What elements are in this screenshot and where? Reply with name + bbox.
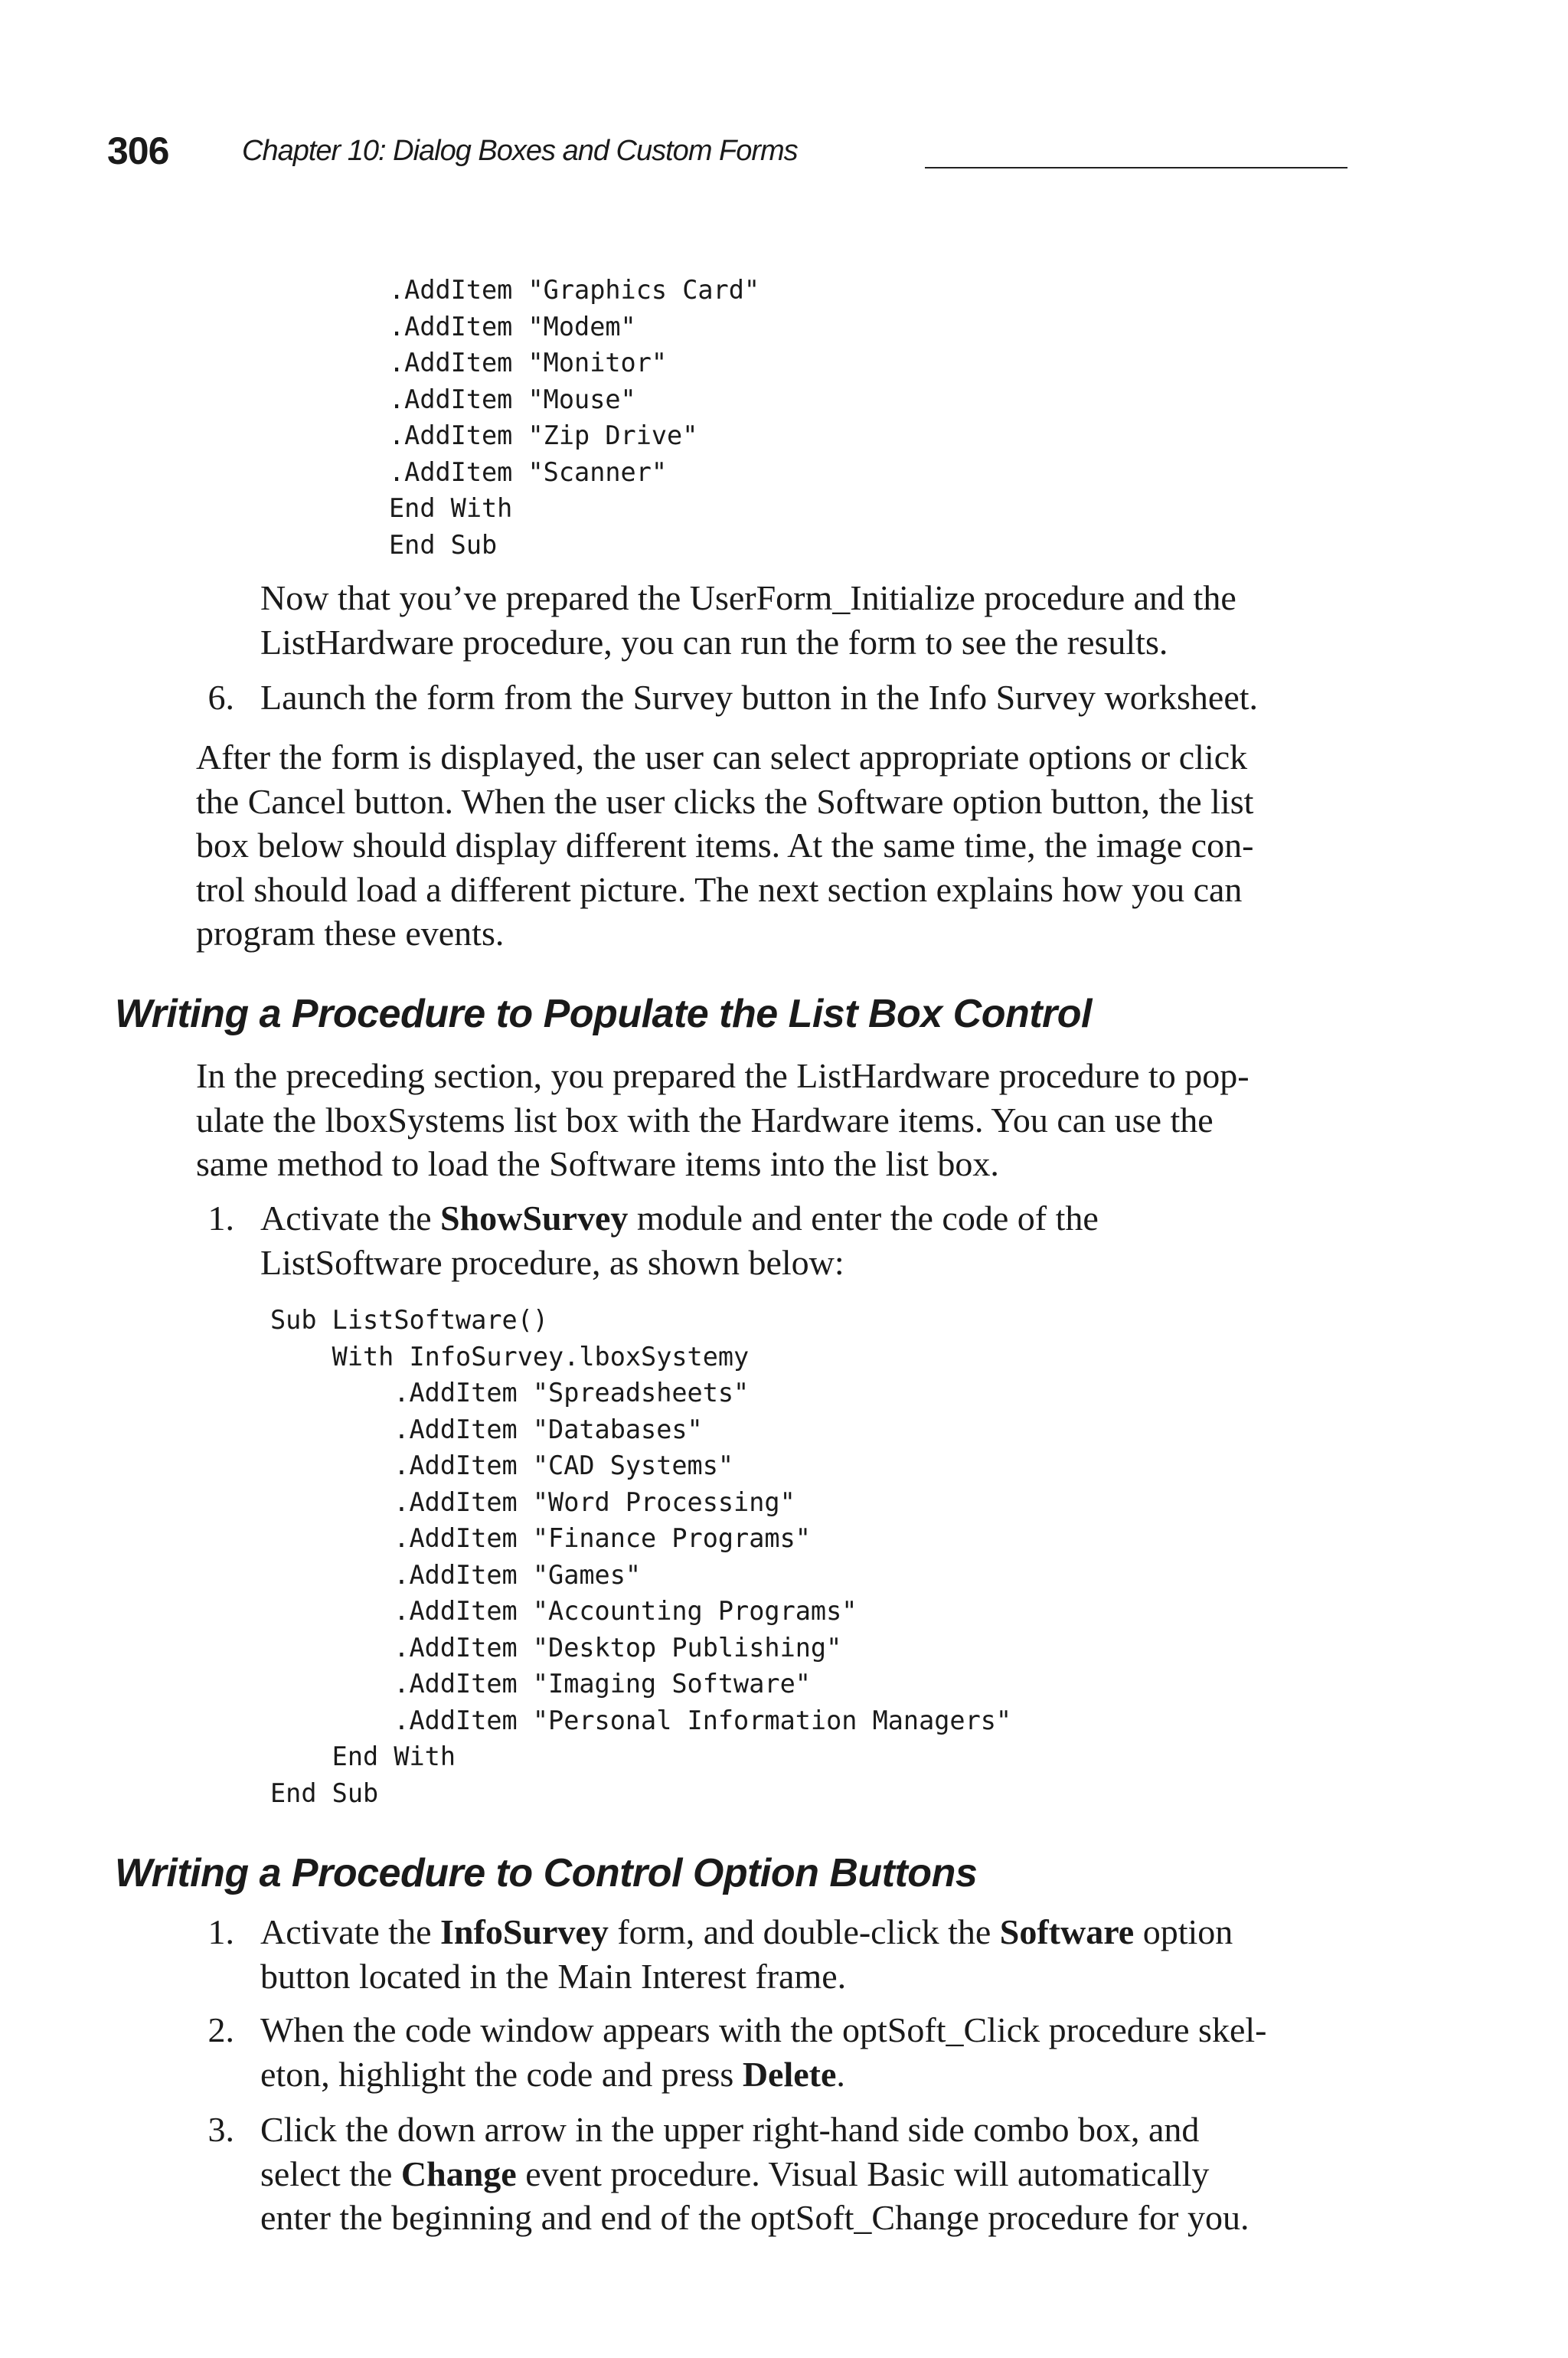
chapter-title: Chapter 10: Dialog Boxes and Custom Forms	[242, 135, 798, 167]
event-name: Change	[400, 2154, 517, 2193]
section-heading-option-buttons: Writing a Procedure to Control Option Buttons	[115, 1851, 978, 1895]
step-number: 2.	[207, 2010, 234, 2049]
code-block-listsoftware: Sub ListSoftware() With InfoSurvey.lboxSystemy .AddItem "Spreadsheets" .AddItem "Databases" .AddItem "CAD Systems" .AddItem "Word Processing" .AddItem "Finance Programs" .AddItem "Games" .AddItem "Accounting Programs" .AddItem "Desktop Publishing" .AddItem "Imaging Software" .AddItem "Personal Information Managers" End With End Sub	[270, 1305, 1012, 1808]
paragraph-section-intro: In the preceding section, you prepared the ListHardware procedure to pop- ulate the lboxSystems list box with the Hardware items. You can use the same method to load the Software items into the list box.	[196, 1056, 1250, 1183]
module-name: ShowSurvey	[440, 1199, 629, 1238]
paragraph-after-form: After the form is displayed, the user can select appropriate options or click the Cancel button. When the user clicks the Software option button, the list box below should display different items. At the same time, the image con- trol should load a different picture. The next section explains how you can program these events.	[196, 737, 1254, 953]
paragraph-run-form: Now that you’ve prepared the UserForm_Initialize procedure and the ListHardware procedure, you can run the form to see the results.	[260, 578, 1236, 662]
step-number: 1.	[207, 1199, 234, 1238]
page-number: 306	[107, 129, 169, 172]
step-number: 6.	[207, 678, 234, 717]
section-heading-list-box: Writing a Procedure to Populate the List Box Control	[115, 992, 1093, 1036]
form-name: InfoSurvey	[440, 1912, 609, 1951]
page-header	[107, 129, 1348, 175]
option-button-name: Software	[999, 1912, 1135, 1951]
book-page: 306 Chapter 10: Dialog Boxes and Custom Forms .AddItem "Graphics Card" .AddItem "Modem" .AddItem "Monitor" .AddItem "Mouse" .AddItem "Zip Drive" .AddItem "Scanner" End With End Sub Now that you’ve prepared the UserForm_Initialize procedure and the ListHardware procedure, you can run the form to see the results. 6. Launch the form from the Survey button in the Info Survey worksheet. After the form is displayed, the user can select appropriate options or click the Cancel button. When the user clicks the Software option button, the list box below should display different items. At the same time, the image con- trol should load a different picture. The next section explains how you can program these events. Writing a Procedure to Populate the List Box Control In the preceding section, you prepared the ListHardware procedure to pop- ulate the lboxSystems list box with the Hardware items. You can use the same method to load the Software items into the list box. 1. Activate the ShowSurvey module and enter the code of the ListSoftware procedure, as shown below: Sub ListSoftware() With InfoSurvey.lboxSystemy .AddItem "Spreadsheets" .AddItem "Databases" .AddItem "CAD Systems" .AddItem "Word Processing" .AddItem "Finance Programs" .AddItem "Games" .AddItem "Accounting Programs" .AddItem "Desktop Publishing" .AddItem "Imaging Software" .AddItem "Personal Information Managers" End With End Sub Writing a Procedure to Control Option Buttons 1. Activate the InfoSurvey form, and double-click the Software option button located in the Main Interest frame. 2. When the code window appears with the optSoft_Click procedure skel- eton, highlight the code and press Delete. 3. Click the down arrow in the upper right-hand side combo box, and select the Change event procedure. Visual Basic will automatically enter the beginning and end of the optSoft_Change procedure for you.	[0, 0, 1568, 2358]
step-number: 1.	[207, 1912, 234, 1951]
code-block-hardware-end: .AddItem "Graphics Card" .AddItem "Modem" .AddItem "Monitor" .AddItem "Mouse" .AddItem "Zip Drive" .AddItem "Scanner" End With End Sub	[389, 275, 760, 560]
header-rule	[925, 167, 1348, 168]
key-name: Delete	[742, 2054, 837, 2094]
step-number: 3.	[207, 2110, 234, 2149]
